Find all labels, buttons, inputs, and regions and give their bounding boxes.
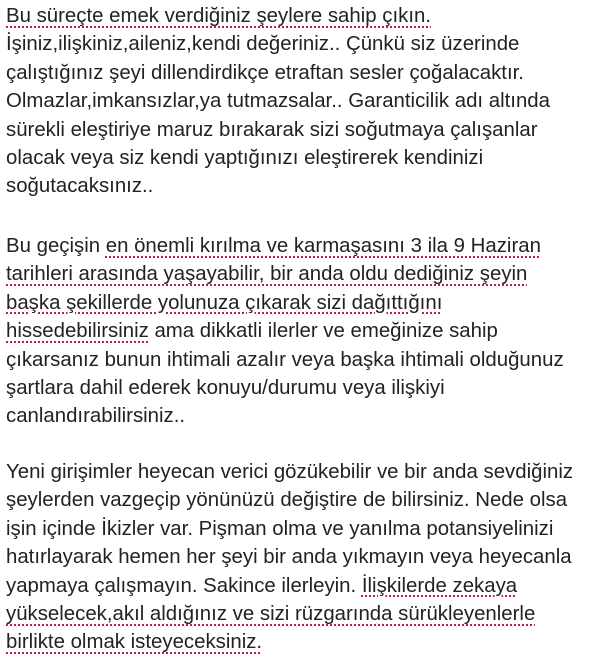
text-line: [6, 116, 550, 144]
text-line: [6, 572, 573, 600]
text-line: [6, 543, 573, 571]
text-segment: Olmazlar,imkansızlar,ya tutmazsalar.. Garanticilik adı altında: [6, 90, 550, 113]
text-segment: canlandırabilirsiniz..: [6, 405, 186, 428]
text-line: [6, 600, 573, 628]
text-line: [6, 144, 550, 172]
text-segment: şartlara dahil ederek konuyu/durumu veya ilişkiyi: [6, 377, 445, 400]
text-segment: hatırlayarak hemen her şeyi bir anda yıkmayın veya heyecanla: [6, 546, 572, 569]
text-line: [6, 402, 564, 430]
text-line: [6, 374, 564, 402]
text-line: [6, 346, 564, 374]
text-segment: sürekli eleştiriye maruz bırakarak sizi soğutmaya çalışanlar: [6, 118, 538, 141]
paragraph-2: [6, 232, 564, 431]
paragraph-1: [6, 2, 550, 201]
text-line: [6, 515, 573, 543]
paragraph-3: [6, 458, 573, 657]
underlined-text: Bu süreçte emek verdiğiniz şeylere sahip çıkın.: [6, 5, 431, 27]
underlined-text: yükselecek,akıl aldığınız ve sizi rüzgarında sürükleyenlerle: [6, 603, 536, 626]
text-segment: olacak veya siz kendi yaptığınızı eleştirerek kendinizi: [6, 147, 484, 170]
text-line: [6, 317, 564, 345]
text-segment: çalıştığınız şeyi dillendirdikçe etraftan sesler çoğalacaktır.: [6, 61, 524, 84]
text-segment: Yeni girişimler heyecan verici gözükebilir ve bir anda sevdiğiniz: [6, 461, 574, 483]
text-segment: şeylerden vazgeçip yönünüzü değiştire de bilirsiniz. Nede olsa: [6, 489, 568, 512]
text-segment: Bu geçişin: [6, 235, 106, 257]
underlined-text: tarihleri arasında yaşayabilir, bir anda oldu dediğiniz şeyin: [6, 263, 528, 286]
underlined-text: başka şekillerde yolunuza çıkarak sizi dağıttığını: [6, 291, 443, 314]
text-segment: işin içinde İkizler var. Pişman olma ve yanılma potansiyelinizi: [6, 517, 554, 540]
text-line: [6, 30, 550, 58]
underlined-text: İlişkilerde zekaya: [361, 574, 518, 597]
underlined-text: birlikte olmak isteyeceksiniz.: [6, 631, 263, 654]
text-line: [6, 628, 573, 656]
text-line: [6, 260, 564, 288]
text-line: [6, 232, 564, 260]
text-line: [6, 289, 564, 317]
underlined-text: hissedebilirsiniz: [6, 320, 149, 343]
text-line: [6, 59, 550, 87]
text-line: [6, 486, 573, 514]
text-segment: çıkarsanız bunun ihtimali azalır veya başka ihtimali olduğunuz: [6, 348, 564, 371]
text-line: [6, 458, 573, 486]
text-segment: ama dikkatli ilerler ve emeğinize sahip: [148, 320, 498, 343]
text-segment: yapmaya çalışmayın. Sakince ilerleyin.: [6, 574, 362, 597]
text-line: [6, 172, 550, 200]
text-segment: İşiniz,ilişkiniz,aileniz,kendi değeriniz.. Çünkü siz üzerinde: [6, 33, 520, 56]
text-line: [6, 2, 550, 30]
text-line: [6, 87, 550, 115]
underlined-text: en önemli kırılma ve karmaşasını 3 ila 9 Haziran: [105, 235, 541, 257]
text-segment: soğutacaksınız..: [6, 175, 154, 198]
